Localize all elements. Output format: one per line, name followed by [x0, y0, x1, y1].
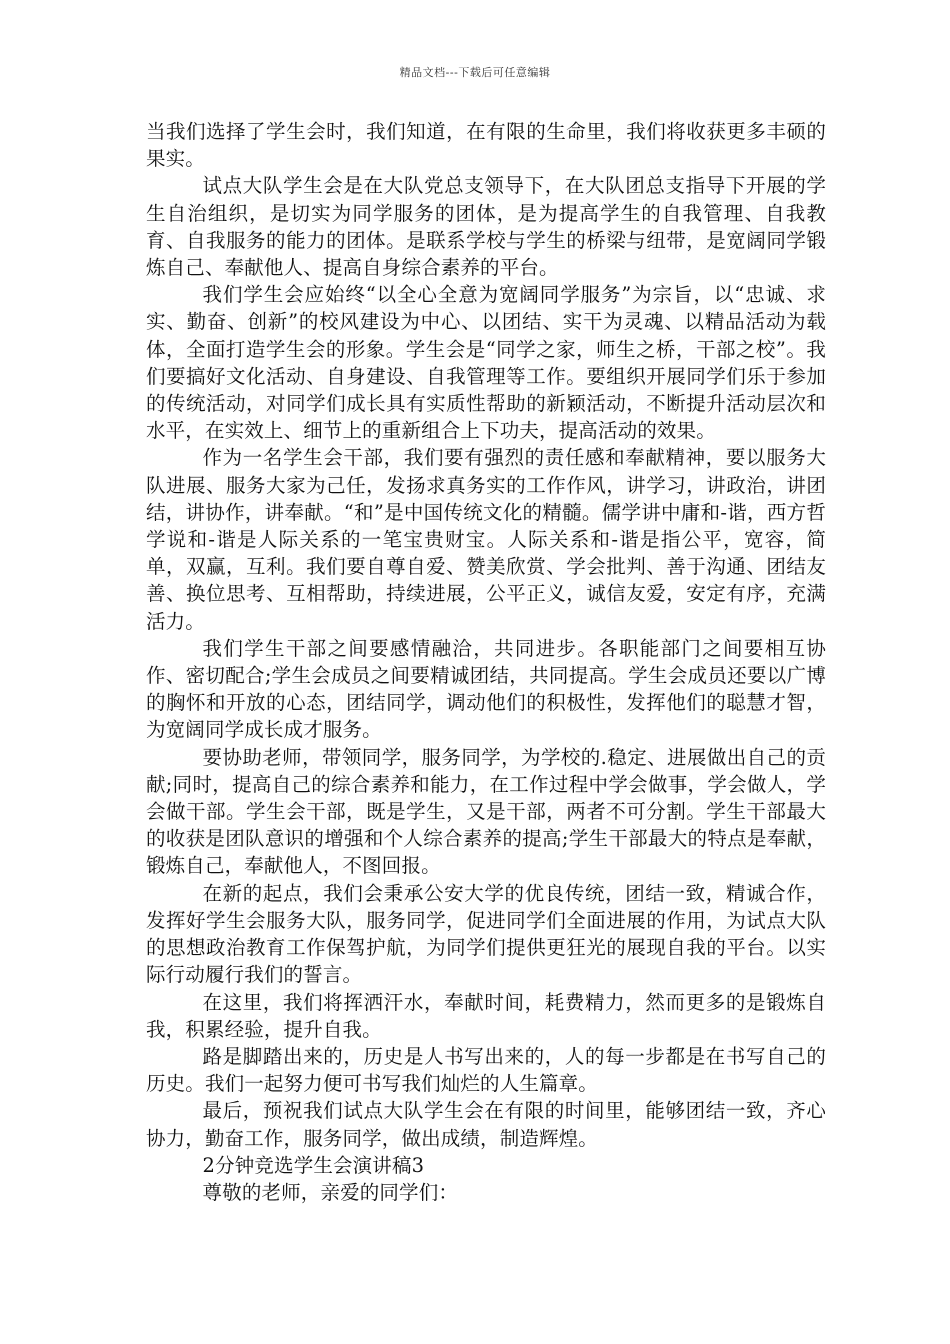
- paragraph: 要协助老师，带领同学，服务同学，为学校的.稳定、进展做出自己的贡献;同时，提高自己的综合素养和能力，在工作过程中学会做事，学会做人，学会做干部。学生会干部，既是学生，又是干部，两者不可分割。学生干部最大的收获是团队意识的增强和个人综合素养的提高;学生干部最大的特点是奉献，锻炼自己，奉献他人，不图回报。: [146, 745, 826, 878]
- paragraph: 在新的起点，我们会秉承公安大学的优良传统，团结一致，精诚合作，发挥好学生会服务大队，服务同学，促进同学们全面进展的作用，为试点大队的思想政治教育工作保驾护航，为同学们提供更狂光的展现自我的平台。以实际行动履行我们的誓言。: [146, 881, 826, 987]
- paragraph: 作为一名学生会干部，我们要有强烈的责任感和奉献精神，要以服务大队进展、服务大家为己任，发扬求真务实的工作作风，讲学习，讲政治，讲团结，讲协作，讲奉献。“和”是中国传统文化的精髓。儒学讲中庸和-谐，西方哲学说和-谐是人际关系的一笔宝贵财宝。人际关系和-谐是指公平，宽容，简单，双赢，互利。我们要自尊自爱、赞美欣赏、学会批判、善于沟通、团结友善、换位思考、互相帮助，持续进展，公平正义，诚信友爱，安定有序，充满活力。: [146, 446, 826, 633]
- paragraph: 我们学生干部之间要感情融洽，共同进步。各职能部门之间要相互协作、密切配合;学生会成员之间要精诚团结，共同提高。学生会成员还要以广博的胸怀和开放的心态，团结同学，调动他们的积极性，发挥他们的聪慧才智，为宽阔同学成长成才服务。: [146, 636, 826, 742]
- paragraph: 尊敬的老师，亲爱的同学们：: [202, 1180, 458, 1204]
- paragraph: 路是脚踏出来的，历史是人书写出来的，人的每一步都是在书写自己的历史。我们一起努力便可书写我们灿烂的人生篇章。: [146, 1044, 826, 1096]
- paragraph: 我们学生会应始终“以全心全意为宽阔同学服务”为宗旨，以“忠诚、求实、勤奋、创新”的校风建设为中心、以团结、实干为灵魂、以精品活动为载体，全面打造学生会的形象。学生会是“同学之家，师生之桥，干部之校”。我们要搞好文化活动、自身建设、自我管理等工作。要组织开展同学们乐于参加的传统活动，对同学们成长具有实质性帮助的新颖活动，不断提升活动层次和水平，在实效上、细节上的重新组合上下功夫，提高活动的效果。: [146, 283, 826, 443]
- document-body: [146, 118, 826, 1206]
- paragraph: 当我们选择了学生会时，我们知道，在有限的生命里，我们将收获更多丰硕的果实。: [146, 120, 826, 171]
- paragraph: 最后，预祝我们试点大队学生会在有限的时间里，能够团结一致，齐心协力，勤奋工作，服务同学，做出成绩，制造辉煌。: [146, 1099, 826, 1150]
- paragraph: 试点大队学生会是在大队党总支领导下，在大队团总支指导下开展的学生自治组织，是切实为同学服务的团体，是为提高学生的自我管理、自我教育、自我服务的能力的团体。是联系学校与学生的桥梁与纽带，是宽阔同学锻炼自己、奉献他人、提高自身综合素养的平台。: [146, 174, 826, 280]
- page-header: 精品文档---下载后可任意编辑: [399, 66, 551, 79]
- paragraph: 在这里，我们将挥洒汗水，奉献时间，耗费精力，然而更多的是锻炼自我，积累经验，提升自我。: [146, 990, 826, 1041]
- paragraph: 2分钟竞选学生会演讲稿3: [202, 1153, 425, 1177]
